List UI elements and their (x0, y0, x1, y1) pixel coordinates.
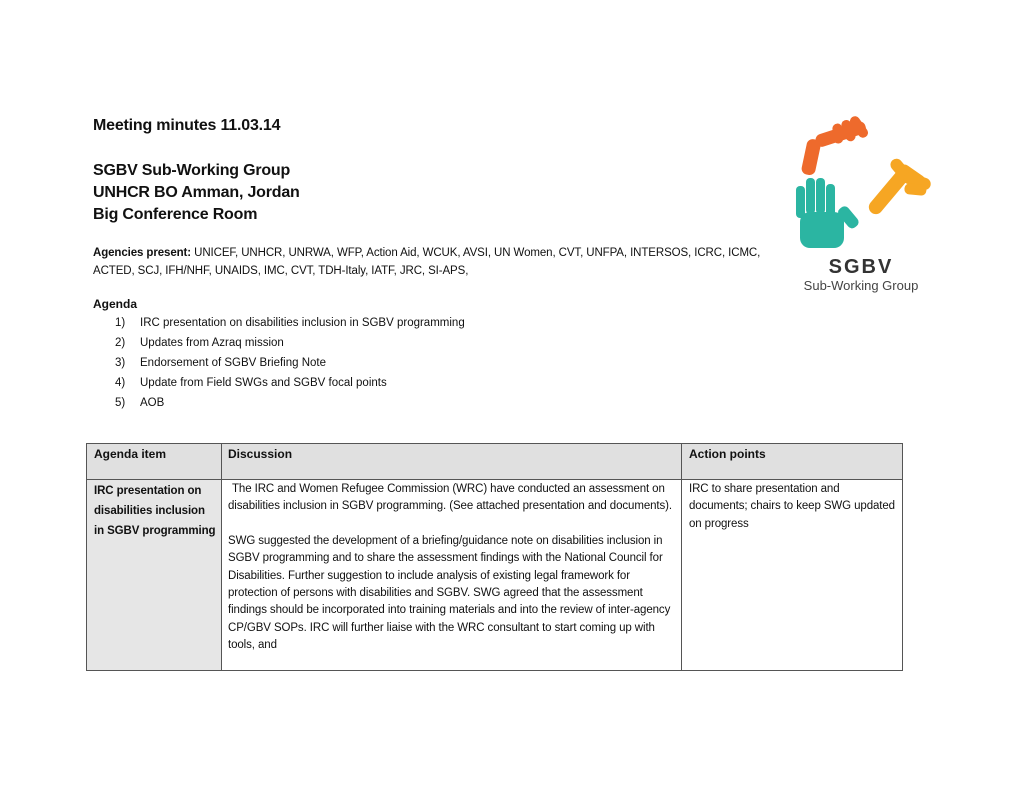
room-heading: Big Conference Room (93, 206, 258, 223)
agenda-item: 3) Endorsement of SGBV Briefing Note (115, 357, 327, 369)
hands-logo-icon (786, 116, 936, 256)
discussion-paragraph-1: The IRC and Women Refugee Commission (WRC) have conducted an assessment on disabilities inclusion in SGBV programming. (See attached presentation and documents). (228, 483, 672, 513)
logo-text (786, 256, 936, 294)
minutes-table (86, 443, 903, 671)
table-row-discussion (228, 481, 678, 672)
agenda-item: 2) Updates from Azraq mission (115, 337, 284, 349)
header-discussion: Discussion (228, 447, 293, 461)
table-header-row (87, 444, 902, 480)
table-row-item: IRC presentation on disabilities inclusion in SGBV programming (94, 485, 216, 537)
location-heading: UNHCR BO Amman, Jordan (93, 184, 300, 201)
agenda-item: 1) IRC presentation on disabilities inclusion in SGBV programming (115, 317, 465, 329)
table-row-action: IRC to share presentation and documents; chairs to keep SWG updated on progress (689, 483, 895, 530)
agencies-list: UNICEF, UNHCR, UNRWA, WFP, Action Aid, WCUK, AVSI, UN Women, CVT, UNFPA, INTERSOS, ICRC, ICMC, ACTED, SCJ, IFH/NHF, UNAIDS, IMC, CVT, TDH-Italy, IATF, JRC, SI-APS, (93, 247, 761, 277)
sgbv-logo (786, 116, 936, 301)
header-action-points: Action points (689, 447, 766, 461)
agencies-present (93, 244, 793, 280)
agenda-label: Agenda (93, 297, 138, 311)
agenda-list (93, 314, 465, 414)
logo-sub-text: Sub-Working Group (803, 278, 919, 293)
document-title: Meeting minutes 11.03.14 (93, 117, 281, 134)
discussion-paragraph-2: SWG suggested the development of a briefing/guidance note on disabilities inclusion in SGBV programming and to share the assessment findings with the National Council for Disabilities. Further suggestion to include analysis of existing legal framework for protection of persons with disabilities and SGBV. SWG agreed that the assessment findings should be incorporated into training materials and into the review of inter-agency CP/GBV SOPs. IRC will further liaise with the WRC consultant to start coming up with tools, and (228, 534, 671, 652)
agenda-item: 4) Update from Field SWGs and SGBV focal points (115, 377, 387, 389)
logo-main-text: SGBV (828, 256, 894, 278)
agenda-item: 5) AOB (115, 397, 165, 409)
header-agenda-item: Agenda item (94, 447, 167, 461)
agencies-label: Agencies present: (93, 247, 191, 259)
group-heading: SGBV Sub-Working Group (93, 162, 291, 179)
